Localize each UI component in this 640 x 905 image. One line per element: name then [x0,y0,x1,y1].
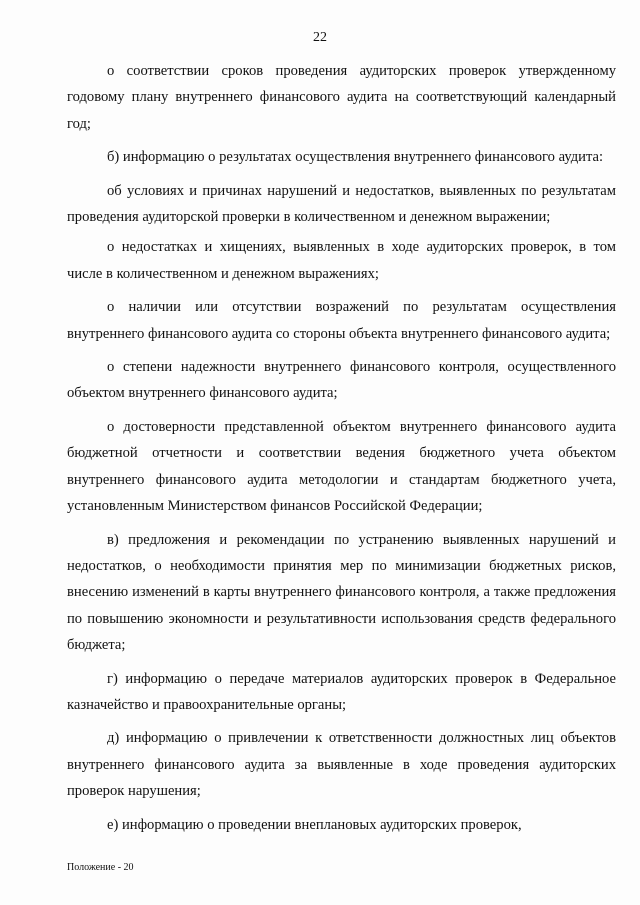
paragraph-e-unscheduled-audits: е) информацию о проведении внеплановых аудиторских проверок, [107,816,522,833]
page-number: 22 [313,30,327,45]
paragraph-v-recommendations: в) предложения и рекомендации по устранению выявленных нарушений и недостатков, о необходимости принятия мер по минимизации бюджетных рисков, внесению изменений в карты внутреннего финансового контроля, а также предложения по повышению экономности и результативности использования средств федерального бюджета; [67,531,616,654]
footer-label: Положение - 20 [67,862,134,873]
paragraph-audit-schedule: о соответствии сроков проведения аудиторских проверок утвержденному годовому плану внутреннего финансового аудита на соответствующий календарный год; [67,63,616,132]
document-body [67,58,616,838]
paragraph-b-results: б) информацию о результатах осуществления внутреннего финансового аудита: [107,149,604,166]
paragraph-shortcomings-thefts: о недостатках и хищениях, выявленных в ходе аудиторских проверок, в том числе в количественном и денежном выражениях; [67,239,616,282]
paragraph-g-materials-transfer: г) информацию о передаче материалов аудиторских проверок в Федеральное казначейство и правоохранительные органы; [67,670,616,713]
paragraph-violations-conditions: об условиях и причинах нарушений и недостатков, выявленных по результатам проведения аудиторской проверки в количественном и денежном выражении; [67,182,616,226]
paragraph-objections: о наличии или отсутствии возражений по результатам осуществления внутреннего финансового аудита со стороны объекта внутреннего финансового аудита; [67,299,616,342]
paragraph-control-reliability: о степени надежности внутреннего финансового контроля, осуществленного объектом внутреннего финансового аудита; [67,359,616,402]
paragraph-d-liability: д) информацию о привлечении к ответственности должностных лиц объектов внутреннего финансового аудита за выявленные в ходе проведения аудиторских проверок нарушения; [67,730,616,800]
paragraph-reporting-accuracy: о достоверности представленной объектом внутреннего финансового аудита бюджетной отчетности и соответствии ведения бюджетного учета объектом внутреннего финансового аудита методологии и стандартам бюджетного учета, установленным Министерством финансов Российской Федерации; [67,418,616,515]
